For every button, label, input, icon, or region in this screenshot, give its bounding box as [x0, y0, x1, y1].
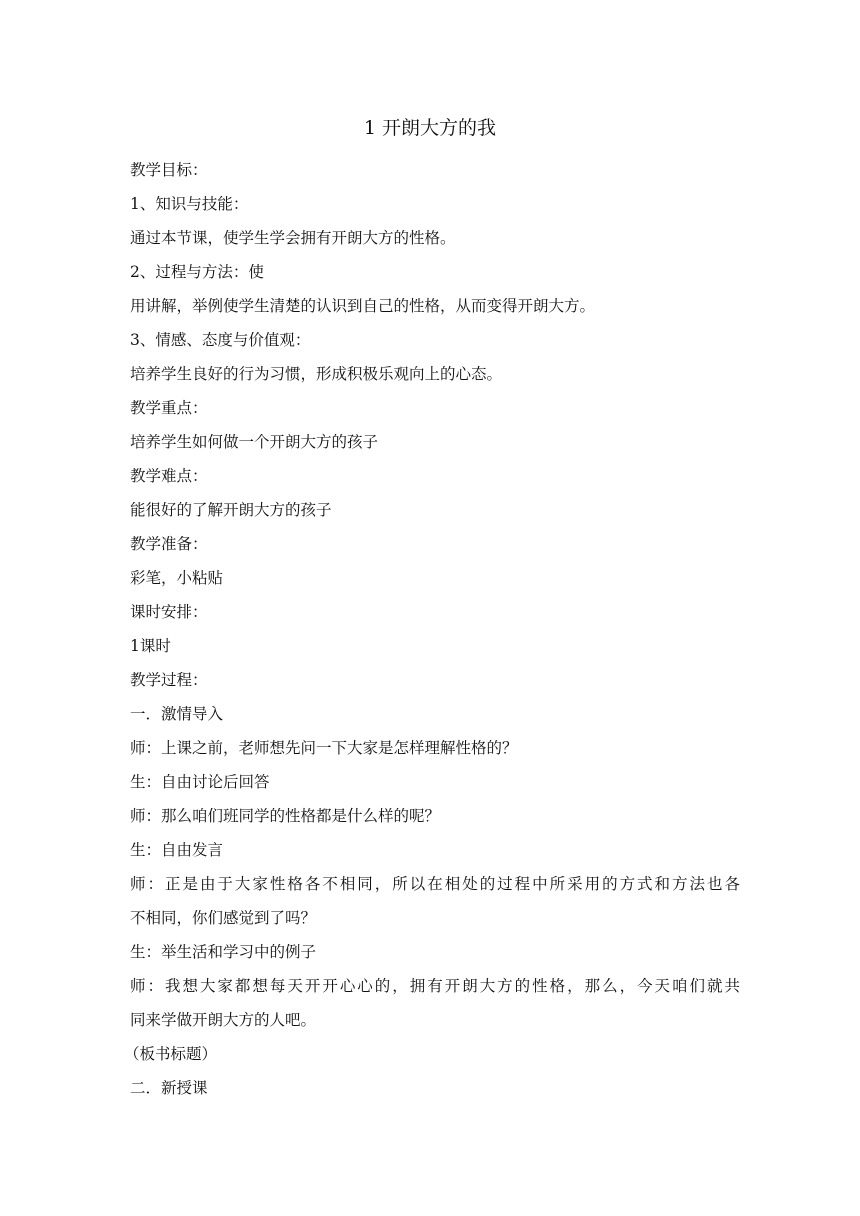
text-line: 教学重点：: [130, 399, 208, 417]
text-line: 师：上课之前，老师想先问一下大家是怎样理解性格的？: [130, 739, 518, 757]
text-line: 彩笔，小粘贴: [130, 569, 224, 587]
text-line: 同来学做开朗大方的人吧。: [130, 1011, 317, 1029]
text-line: 教学目标：: [130, 161, 208, 179]
text-line: 1课时: [130, 637, 171, 655]
text-line: 通过本节课，使学生学会拥有开朗大方的性格。: [130, 229, 456, 247]
text-line: 教学难点：: [130, 467, 208, 485]
text-line: 3、情感、态度与价值观：: [130, 331, 311, 349]
text-line: （板书标题）: [124, 1045, 218, 1063]
text-line: 一．激情导入: [130, 705, 224, 723]
document-title: 1 开朗大方的我: [363, 117, 497, 139]
text-line: 能很好的了解开朗大方的孩子: [130, 501, 332, 519]
text-line: 用讲解，举例使学生清楚的认识到自己的性格，从而变得开朗大方。: [130, 297, 596, 315]
document-body: [124, 153, 740, 1105]
text-line: 培养学生良好的行为习惯，形成积极乐观向上的心态。: [130, 365, 503, 383]
text-line: 培养学生如何做一个开朗大方的孩子: [130, 433, 379, 451]
text-line: 课时安排：: [130, 603, 208, 621]
text-line: 生：自由发言: [130, 841, 224, 859]
text-line: 教学准备：: [130, 535, 208, 553]
text-line: 教学过程：: [130, 671, 208, 689]
text-line: 不相同，你们感觉到了吗？: [130, 909, 317, 927]
text-line: 师：正是由于大家性格各不相同，所以在相处的过程中所采用的方式和方法也各: [130, 875, 740, 893]
text-line: 2、过程与方法：使: [130, 263, 264, 281]
text-line: 生：举生活和学习中的例子: [130, 943, 317, 961]
text-line: 师：那么咱们班同学的性格都是什么样的呢？: [130, 807, 441, 825]
text-line: 生：自由讨论后回答: [130, 773, 270, 791]
text-line: 师：我想大家都想每天开开心心的，拥有开朗大方的性格，那么，今天咱们就共: [130, 977, 740, 995]
text-line: 1、知识与技能：: [130, 195, 249, 213]
text-line: 二．新授课: [130, 1079, 208, 1097]
